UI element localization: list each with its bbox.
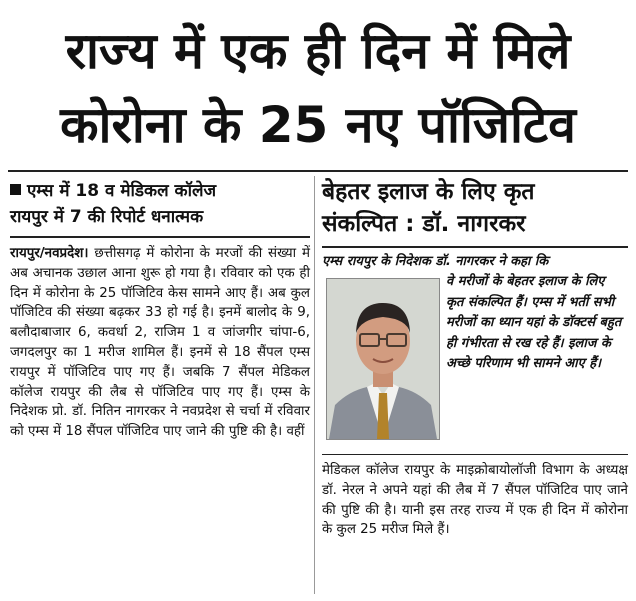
quote-text: वे मरीजों के बेहतर इलाज के लिए कृत संकल्पित हैं। एम्स में भर्ती सभी मरीजों का ध्यान यहां के डॉक्टर्स बहुत ही गंभीरता से रख रहे हैं। इलाज के अच्छे परिणाम भी सामने आए हैं। <box>446 274 622 371</box>
left-column <box>10 176 310 442</box>
right-subhead-line-1: बेहतर इलाज के लिए कृत <box>322 179 535 205</box>
column-divider <box>314 176 315 594</box>
left-rule <box>10 236 310 238</box>
quote-intro: एम्स रायपुर के निदेशक डॉ. नागरकर ने कहा कि <box>322 254 549 269</box>
headline-line-2: कोरोना के 25 नए पॉजिटिव <box>60 96 576 154</box>
right-body: मेडिकल कॉलेज रायपुर के माइक्रोबायोलॉजी विभाग के अध्यक्ष डॉ. नेरल ने अपने यहां की लैब में 7 सैंपल पॉजिटिव पाए जाने की पुष्टि की है। यानी इस तरह राज्य में एक ही दिन में कोरोना के कुल 25 मरीज मिले हैं। <box>322 463 628 538</box>
left-subhead-line-2: रायपुर में 7 की रिपोर्ट धनात्मक <box>10 207 204 227</box>
quote-block <box>322 272 628 448</box>
square-bullet-icon <box>10 184 21 195</box>
right-subhead <box>322 176 628 240</box>
left-body-text: छत्तीसगढ़ में कोरोना के मरजों की संख्या में अब अचानक उछाल आना शुरू हो गया है। रविवार को एक ही दिन में कोरोना के 25 पॉजिटिव केस सामने आए हैं। अब कुल पॉजिटिव की संख्या बढ़कर 33 हो गई है। इनमें बालोद के 9, बलौदाबाजार 6, कवर्धा 2, राजिम 1 व जांजगीर चांपा-6, जगदलपुर का 1 मरीज शामिल हैं। इनमें से 18 सैंपल एम्स रायपुर में पॉजिटिव पाए गए हैं। जबकि 7 सैंपल मेडिकल कॉलेज रायपुर की लैब से पॉजिटिव पाए गए हैं। एम्स के निदेशक प्रो. डॉ. नितिन नागरकर ने नवप्रदेश से चर्चा में रविवार को एम्स में 18 सैंपल पॉजिटिव पाए जाने की पुष्टि की है। वहीं <box>10 246 310 440</box>
left-subhead <box>10 178 310 230</box>
left-body <box>10 244 310 442</box>
right-subhead-line-2: संकल्पित : डॉ. नागरकर <box>322 211 526 237</box>
headline-line-1: राज्य में एक ही दिन में मिले <box>65 22 571 80</box>
portrait-photo <box>326 278 440 440</box>
right-mid-rule <box>322 454 628 455</box>
headline <box>8 14 628 162</box>
right-rule <box>322 246 628 248</box>
dateline: रायपुर/नवप्रदेश। <box>10 246 89 261</box>
left-subhead-line-1: एम्स में 18 व मेडिकल कॉलेज <box>27 181 217 201</box>
right-column <box>322 176 628 540</box>
portrait-illustration <box>327 279 439 439</box>
top-rule <box>8 170 628 172</box>
